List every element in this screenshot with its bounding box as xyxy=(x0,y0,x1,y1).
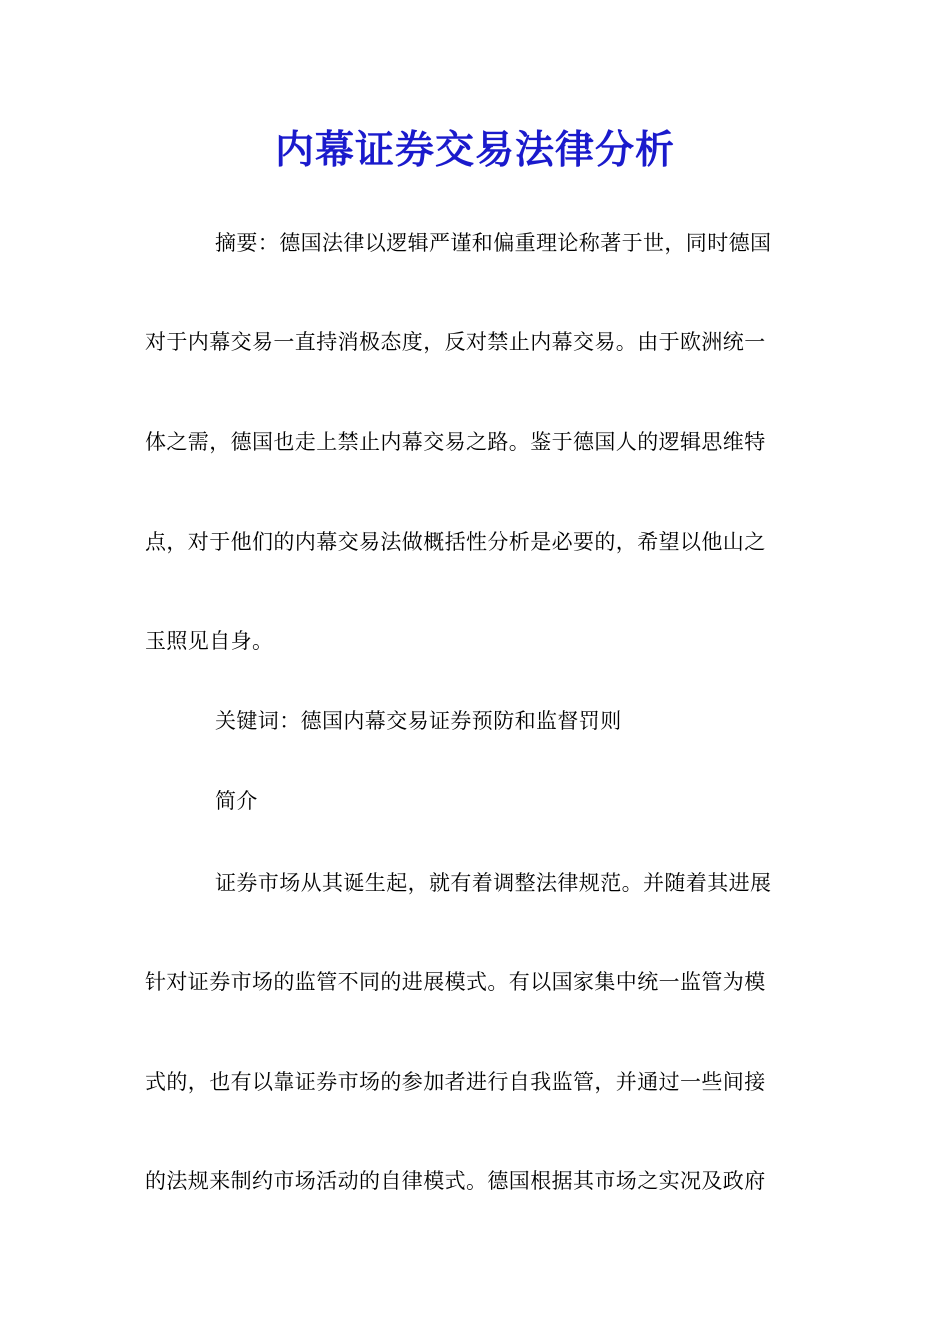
abstract-line-2: 对于内幕交易一直持消极态度，反对禁止内幕交易。由于欧洲统一 xyxy=(145,330,766,354)
section-heading: 简介 xyxy=(215,789,258,813)
body-line-3: 式的，也有以靠证券市场的参加者进行自我监管，并通过一些间接 xyxy=(145,1070,766,1094)
body-line-1: 证券市场从其诞生起，就有着调整法律规范。并随着其进展 xyxy=(215,871,772,895)
abstract-line-4: 点，对于他们的内幕交易法做概括性分析是必要的，希望以他山之 xyxy=(145,530,766,554)
abstract-line-3: 体之需，德国也走上禁止内幕交易之路。鉴于德国人的逻辑思维特 xyxy=(145,430,766,454)
abstract-line-5: 玉照见自身。 xyxy=(145,629,274,653)
body-line-2: 针对证券市场的监管不同的进展模式。有以国家集中统一监管为模 xyxy=(145,970,766,994)
document-title: 内幕证券交易法律分析 xyxy=(274,127,675,173)
body-line-4: 的法规来制约市场活动的自律模式。德国根据其市场之实况及政府 xyxy=(145,1169,766,1193)
abstract-line-1: 摘要：德国法律以逻辑严谨和偏重理论称著于世，同时德国 xyxy=(215,231,772,255)
keywords-line: 关键词：德国内幕交易证券预防和监督罚则 xyxy=(215,709,622,733)
